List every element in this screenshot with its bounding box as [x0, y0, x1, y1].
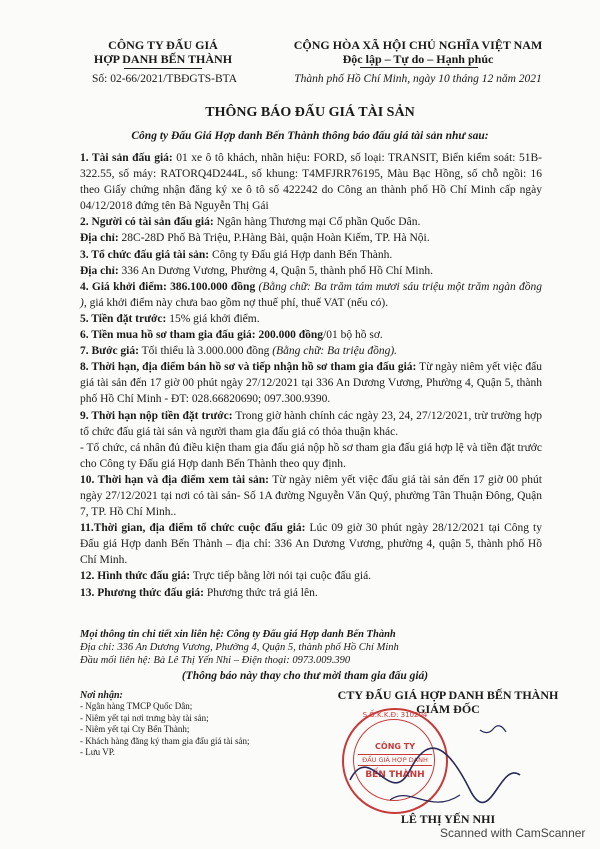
motto: Độc lập – Tự do – Hạnh phúc [342, 52, 494, 66]
place-date: Thành phố Hồ Chí Minh, ngày 10 tháng 12 năm 2021 [294, 73, 542, 85]
company-name [88, 38, 238, 66]
contact-line2: Địa chỉ: 336 An Dương Vương, Phường 4, Quận 5, thành phố Hồ Chí Minh [80, 642, 399, 653]
section-2-address: Địa chỉ: 28C-28D Phố Bà Triệu, P.Hàng Bài, quận Hoàn Kiếm, TP. Hà Nội. [80, 232, 430, 245]
stamp-ring-text: S.Ố.K.K.Đ: 310204 [362, 711, 428, 719]
recipients-title: Nơi nhận: [80, 690, 123, 701]
section-3-address: Địa chỉ: 336 An Dương Vương, Phường 4, Quận 5, thành phố Hồ Chí Minh. [80, 264, 433, 277]
section-5: 5. Tiền đặt trước: 15% giá khởi điểm. [80, 312, 260, 325]
contact-line3: Đầu mối liên hệ: Bà Lê Thị Yến Nhi – Điện thoại: 0973.009.390 [80, 655, 351, 666]
section-6: 6. Tiền mua hồ sơ tham gia đấu giá: 200.000 đồng/01 bộ hồ sơ. [80, 329, 383, 342]
recipient-item: - Khách hàng đăng ký tham gia đấu giá tài sản; [80, 735, 250, 746]
header-underline-right [360, 67, 478, 68]
notice-body [80, 150, 542, 601]
contact-block [80, 628, 550, 667]
section-8: 8. Thời hạn, địa điểm bán hồ sơ và tiếp nhận hồ sơ tham gia đấu giá: Từ ngày niêm yết việc đấu giá tài sản đến 17 giờ 00 phút ngày 27/12/2021 tại 336 An Dương Vương, Phường 4, Quận 5, thành phố Hồ Chí Minh - ĐT: 028.66820690; 097.300.9390. [80, 361, 542, 406]
recipients-block [80, 690, 320, 759]
recipient-item: - Niêm yết tại Cty Bến Thành; [80, 724, 190, 734]
stamp-line1: CÔNG TY [375, 742, 415, 751]
section-4: 4. Giá khởi điểm: 386.100.000 đồng (Bằng chữ: Ba trăm tám mươi sáu triệu một trăm ngàn đồng ), giá khởi điểm này chưa bao gồm nợ thuế phí, thuế VAT (nếu có). [80, 280, 543, 309]
recipient-item: - Niêm yết tại nơi trưng bày tài sản; [80, 712, 209, 723]
section-11: 11.Thời gian, địa điểm tổ chức cuộc đấu giá: Lúc 09 giờ 30 phút ngày 28/12/2021 tại Công ty Đấu giá Hợp danh Bến Thành – địa chỉ: 336 An Dương Vương, phường 4, quận 5, thành phố Hồ Chí Minh. [80, 522, 542, 567]
signature-org: CTY ĐẤU GIÁ HỢP DANH BẾN THÀNH [337, 688, 559, 702]
section-10: 10. Thời hạn và địa điểm xem tài sản: Từ ngày niêm yết việc đấu giá tài sản đến 17 giờ 00 phút ngày 27/12/2021 tại nơi có tài sản- Số 1A đường Nguyễn Văn Quý, phường Tân Thuận Đông, Quận 7, TP. Hồ Chí Minh.. [80, 473, 542, 519]
section-13: 13. Phương thức đấu giá: Phương thức trả giá lên. [80, 586, 318, 599]
stamp-line2: ĐẤU GIÁ HỢP DANH [358, 754, 432, 766]
section-12: 12. Hình thức đấu giá: Trực tiếp bằng lời nói tại cuộc đấu giá. [80, 570, 372, 583]
section-1: 1. Tài sản đấu giá: 01 xe ô tô khách, nhãn hiệu: FORD, số loại: TRANSIT, Biển kiểm soát: 51B-322.55, số máy: RATORQ4D244L, số khung: T4MFJRR76195, Màu Bạc Hồng, số chỗ ngồi: 16 theo Giấy chứng nhận đăng ký xe ô tô số 422242 do Công an thành phố Hồ Chí Minh cấp ngày 04/12/2018 đứng tên Bà Nguyễn Thị Gái [80, 152, 542, 213]
section-9: 9. Thời hạn nộp tiền đặt trước: Trong giờ hành chính các ngày 23, 24, 27/12/2021, trừ trường hợp tổ chức đấu giá tài sản và người tham gia đấu giá có thỏa thuận khác. [80, 409, 542, 438]
section-7: 7. Bước giá: Tối thiểu là 3.000.000 đồng (Bằng chữ: Ba triệu đồng). [80, 345, 398, 358]
header-underline-left [124, 68, 202, 69]
contact-line1: Mọi thông tin chi tiết xin liên hệ: Công ty Đấu giá Hợp danh Bến Thành [80, 629, 396, 640]
document-title: THÔNG BÁO ĐẤU GIÁ TÀI SẢN [205, 105, 415, 120]
recipient-item: - Lưu VP. [80, 747, 115, 757]
signature-name: LÊ THỊ YẾN NHI [400, 812, 496, 826]
company-line2: HỢP DANH BẾN THÀNH [93, 52, 233, 66]
section-2: 2. Người có tài sản đấu giá: Ngân hàng Thương mại Cổ phần Quốc Dân. [80, 216, 421, 229]
replace-note: (Thông báo này thay cho thư mời tham gia đấu giá) [181, 670, 429, 682]
section-9-note: - Tổ chức, cá nhân đủ điều kiện tham gia đấu giá nộp hồ sơ tham gia đấu giá hợp lệ và tiền đặt trước cho Công ty Đấu giá Hợp danh Bến Thành theo quy định. [80, 441, 542, 470]
nation-title: CỘNG HÒA XÃ HỘI CHỦ NGHĨA VIỆT NAM [293, 38, 543, 52]
company-line1: CÔNG TY ĐẤU GIÁ [108, 38, 218, 52]
signature-role: GIÁM ĐỐC [416, 702, 480, 716]
intro-line: Công ty Đấu Giá Hợp danh Bến Thành thông báo đấu giá tài sản như sau: [131, 130, 489, 142]
scanner-watermark: Scanned with CamScanner [440, 826, 586, 840]
doc-number: Số: 02-66/2021/TBĐGTS-BTA [92, 73, 238, 85]
section-3: 3. Tổ chức đấu giá tài sản: Công ty Đấu giá Hợp danh Bến Thành. [80, 248, 393, 261]
recipient-item: - Ngân hàng TMCP Quốc Dân; [80, 701, 193, 711]
stamp-line3: BẾN THÀNH [365, 770, 425, 780]
